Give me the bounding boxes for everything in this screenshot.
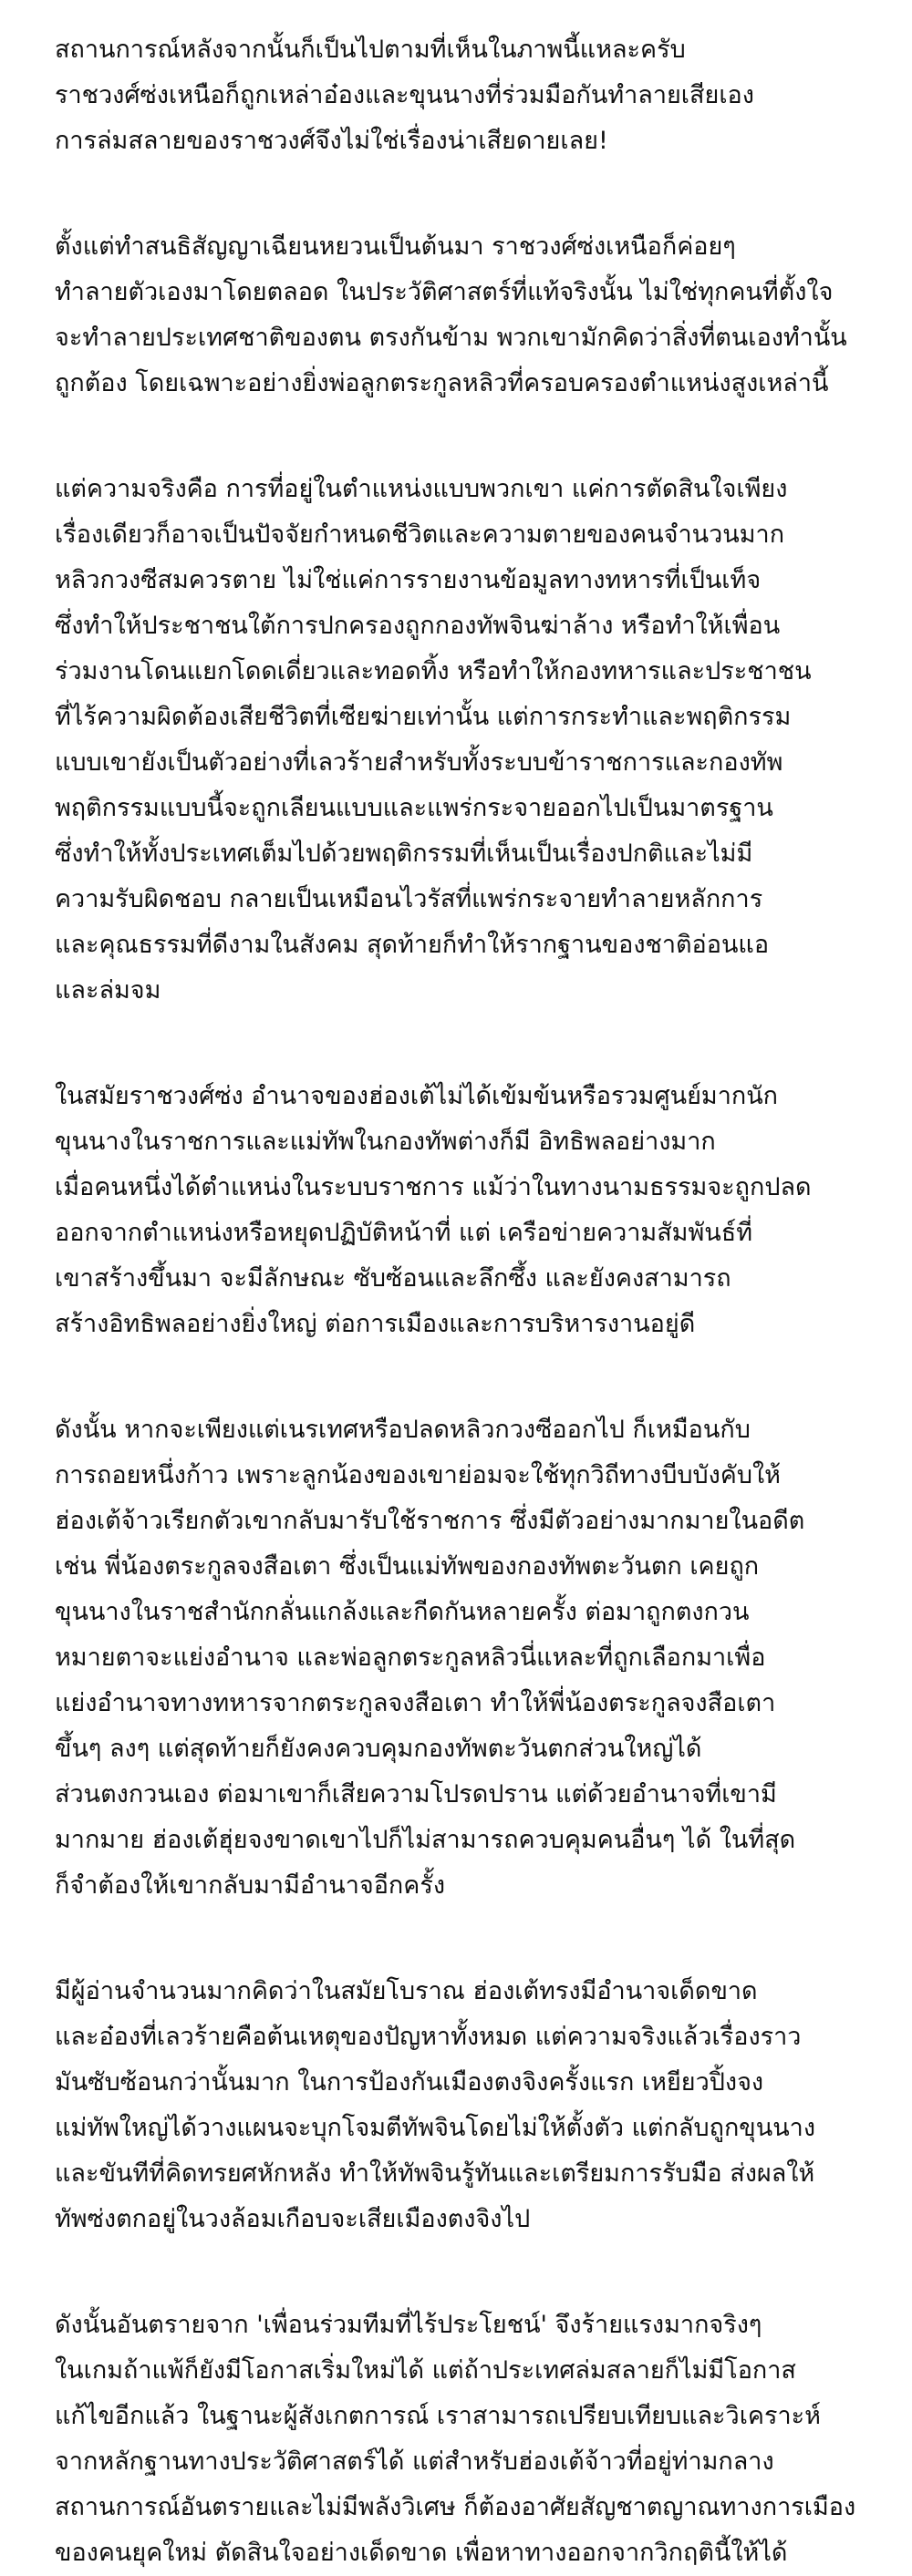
text-line: ออกจากตำแหน่งหรือหยุดปฏิบัติหน้าที่ แต่ เครือข่ายความสัมพันธ์ที่: [55, 1219, 753, 1247]
text-line: ถูกต้อง โดยเฉพาะอย่างยิ่งพ่อลูกตระกูลหลิวที่ครอบครองตำแหน่งสูงเหล่านี้: [55, 369, 829, 397]
text-line: แย่งอำนาจทางทหารจากตระกูลจงสือเตา ทำให้พี่น้องตระกูลจงสือเตา: [55, 1689, 776, 1717]
text-line: และอ๋องที่เลวร้ายคือต้นเหตุของปัญหาทั้งหมด แต่ความจริงแล้วเรื่องราว: [55, 2023, 802, 2051]
paragraph: [55, 467, 876, 1014]
paragraph-gap: [55, 2242, 876, 2303]
text-line: ตั้งแต่ทำสนธิสัญญาเฉียนหยวนเป็นต้นมา ราชวงศ์ซ่งเหนือก็ค่อยๆ: [55, 232, 736, 261]
text-line: ในเกมถ้าแพ้ก็ยังมีโอกาสเริ่มใหม่ได้ แต่ถ้าประเทศล่มสลายก็ไม่มีโอกาส: [55, 2356, 796, 2385]
text-line: การล่มสลายของราชวงศ์จึงไม่ใช่เรื่องน่าเสียดายเลย!: [55, 127, 608, 155]
text-line: แม่ทัพใหญ่ได้วางแผนจะบุกโจมตีทัพจินโดยไม่ให้ตั้งตัว แต่กลับถูกขุนนาง: [55, 2114, 816, 2142]
paragraph: [55, 1407, 876, 1909]
text-line: ความรับผิดชอบ กลายเป็นเหมือนไวรัสที่แพร่กระจายทำลายหลักการ: [55, 885, 763, 913]
text-line: จากหลักฐานทางประวัติศาสตร์ได้ แต่สำหรับฮ่องเต้จ้าวที่อยู่ท่ามกลาง: [55, 2447, 774, 2476]
paragraph: [55, 224, 876, 407]
text-line: มากมาย ฮ่องเต้ฮุ่ยจงขาดเขาไปก็ไม่สามารถควบคุมคนอื่นๆ ได้ ในที่สุด: [55, 1826, 796, 1854]
text-line: ในสมัยราชวงศ์ซ่ง อำนาจของฮ่องเต้ไม่ได้เข้มข้นหรือรวมศูนย์มากนัก: [55, 1082, 779, 1110]
paragraph-gap: [55, 164, 876, 224]
text-line: ร่วมงานโดนแยกโดดเดี่ยวและทอดทิ้ง หรือทำให้กองทหารและประชาชน: [55, 657, 812, 685]
text-line: เรื่องเดียวก็อาจเป็นปัจจัยกำหนดชีวิตและความตายของคนจำนวนมาก: [55, 520, 785, 549]
text-line: ซึ่งทำให้ประชาชนใต้การปกครองถูกกองทัพจินฆ่าล้าง หรือทำให้เพื่อน: [55, 612, 781, 640]
text-line: การถอยหนึ่งก้าว เพราะลูกน้องของเขาย่อมจะใช้ทุกวิถีทางบีบบังคับให้: [55, 1461, 781, 1489]
text-line: ฮ่องเต้จ้าวเรียกตัวเขากลับมารับใช้ราชการ ซึ่งมีตัวอย่างมากมายในอดีต: [55, 1507, 805, 1535]
text-line: เช่น พี่น้องตระกูลจงสือเตา ซึ่งเป็นแม่ทัพของกองทัพตะวันตก เคยถูก: [55, 1552, 760, 1581]
text-line: ขุนนางในราชสำนักกลั่นแกล้งและกีดกันหลายครั้ง ต่อมาถูกตงกวน: [55, 1598, 750, 1626]
paragraph: [55, 1074, 876, 1347]
text-line: หมายตาจะแย่งอำนาจ และพ่อลูกตระกูลหลิวนี่แหละที่ถูกเลือกมาเพื่อ: [55, 1643, 766, 1672]
text-line: แก้ไขอีกแล้ว ในฐานะผู้สังเกตการณ์ เราสามารถเปรียบเทียบและวิเคราะห์: [55, 2402, 821, 2430]
text-line: ที่ไร้ความผิดต้องเสียชีวิตที่เซียฆ่ายเท่านั้น แต่การกระทำและพฤติกรรม: [55, 703, 792, 731]
text-line: เขาสร้างขึ้นมา จะมีลักษณะ ซับซ้อนและลึกซึ้ง และยังคงสามารถ: [55, 1264, 731, 1293]
text-line: และล่มจม: [55, 976, 161, 1005]
text-line: และคุณธรรมที่ดีงามในสังคม สุดท้ายก็ทำให้รากฐานของชาติอ่อนแอ: [55, 931, 770, 959]
paragraph: [55, 27, 876, 164]
text-line: ราชวงศ์ซ่งเหนือก็ถูกเหล่าอ๋องและขุนนางที่ร่วมมือกันทำลายเสียเอง: [55, 81, 754, 109]
text-line: แต่ความจริงคือ การที่อยู่ในตำแหน่งแบบพวกเขา แค่การตัดสินใจเพียง: [55, 475, 788, 503]
paragraph-gap: [55, 1909, 876, 1969]
text-line: ดังนั้น หากจะเพียงแต่เนรเทศหรือปลดหลิวกวงซีออกไป ก็เหมือนกับ: [55, 1416, 751, 1444]
text-line: และขันทีที่คิดทรยศหักหลัง ทำให้ทัพจินรู้ทันและเตรียมการรับมือ ส่งผลให้: [55, 2159, 815, 2188]
text-line: มีผู้อ่านจำนวนมากคิดว่าในสมัยโบราณ ฮ่องเต้ทรงมีอำนาจเด็ดขาด: [55, 1977, 758, 2005]
text-line: ส่วนตงกวนเอง ต่อมาเขาก็เสียความโปรดปราน แต่ด้วยอำนาจที่เขามี: [55, 1780, 777, 1808]
text-line: พฤติกรรมแบบนี้จะถูกเลียนแบบและแพร่กระจายออกไปเป็นมาตรฐาน: [55, 794, 773, 822]
text-line: สถานการณ์อันตรายและไม่มีพลังวิเศษ ก็ต้องอาศัยสัญชาตญาณทางการเมือง: [55, 2493, 856, 2521]
paragraph-gap: [55, 407, 876, 467]
article-body: [55, 27, 876, 2576]
text-line: แบบเขายังเป็นตัวอย่างที่เลวร้ายสำหรับทั้งระบบข้าราชการและกองทัพ: [55, 748, 783, 777]
text-line: ทัพซ่งตกอยู่ในวงล้อมเกือบจะเสียเมืองตงจิงไป: [55, 2205, 531, 2233]
paragraph-gap: [55, 1014, 876, 1074]
text-line: ดังนั้นอันตรายจาก 'เพื่อนร่วมทีมที่ไร้ประโยชน์' จึงร้ายแรงมากจริงๆ: [55, 2311, 762, 2339]
text-line: ของคนยุคใหม่ ตัดสินใจอย่างเด็ดขาด เพื่อหาทางออกจากวิกฤตินี้ให้ได้: [55, 2539, 788, 2567]
text-line: ซึ่งทำให้ทั้งประเทศเต็มไปด้วยพฤติกรรมที่เห็นเป็นเรื่องปกติและไม่มี: [55, 840, 753, 868]
text-line: จะทำลายประเทศชาติของตน ตรงกันข้าม พวกเขามักคิดว่าสิ่งที่ตนเองทำนั้น: [55, 324, 847, 352]
text-line: ขึ้นๆ ลงๆ แต่สุดท้ายก็ยังคงควบคุมกองทัพตะวันตกส่วนใหญ่ได้: [55, 1735, 702, 1763]
paragraph: [55, 1969, 876, 2242]
text-line: ขุนนางในราชการและแม่ทัพในกองทัพต่างก็มี อิทธิพลอย่างมาก: [55, 1128, 716, 1156]
text-line: หลิวกวงซีสมควรตาย ไม่ใช่แค่การรายงานข้อมูลทางทหารที่เป็นเท็จ: [55, 566, 762, 594]
text-line: ก็จำต้องให้เขากลับมามีอำนาจอีกครั้ง: [55, 1871, 446, 1900]
text-line: สร้างอิทธิพลอย่างยิ่งใหญ่ ต่อการเมืองและการบริหารงานอยู่ดี: [55, 1310, 696, 1338]
text-line: มันซับซ้อนกว่านั้นมาก ในการป้องกันเมืองตงจิงครั้งแรก เหยียวปิ้งจง: [55, 2068, 764, 2097]
paragraph: [55, 2303, 876, 2576]
paragraph-gap: [55, 1347, 876, 1407]
text-line: สถานการณ์หลังจากนั้นก็เป็นไปตามที่เห็นในภาพนี้แหละครับ: [55, 36, 686, 64]
text-line: ทำลายตัวเองมาโดยตลอด ในประวัติศาสตร์ที่แท้จริงนั้น ไม่ใช่ทุกคนที่ตั้งใจ: [55, 278, 834, 306]
text-line: เมื่อคนหนึ่งได้ตำแหน่งในระบบราชการ แม้ว่าในทางนามธรรมจะถูกปลด: [55, 1173, 812, 1201]
